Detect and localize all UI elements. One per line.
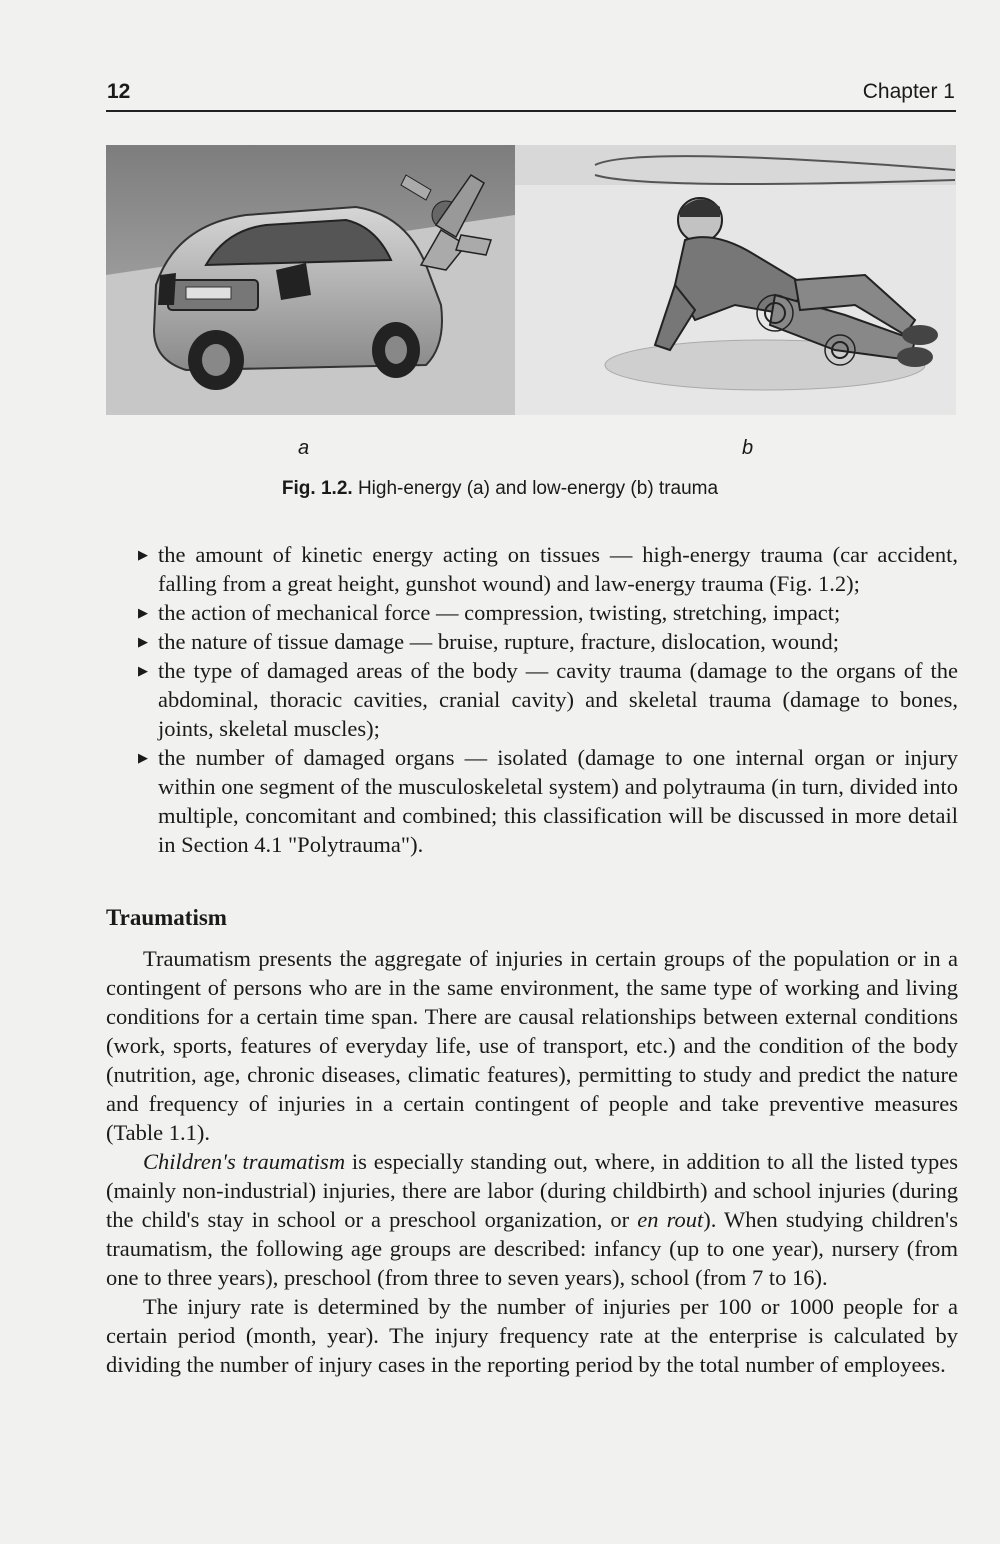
list-item <box>106 743 958 859</box>
figure-caption <box>0 478 1000 500</box>
figure-label-a: a <box>298 437 310 459</box>
page-number: 12 <box>107 80 131 103</box>
bullet-triangle-icon: ▶ <box>138 663 148 678</box>
list-item-text: the nature of tissue damage — bruise, rupture, fracture, dislocation, wound; <box>158 629 840 654</box>
list-item-text: the type of damaged areas of the body — cavity trauma (damage to the organs of the abdominal, thoracic cavities, cranial cavity) and skeletal trauma (damage to bones, joints, skeletal muscles); <box>158 658 958 741</box>
list-item <box>106 627 958 656</box>
list-item-text: the number of damaged organs — isolated (damage to one internal organ or injury within one segment of the musculoskeletal system) and polytrauma (in turn, divided into multiple, concomitant and combined; this classification will be discussed in more detail in Section 4.1 "Polytrauma"). <box>158 745 958 857</box>
list-item <box>106 598 958 627</box>
emphasis-text: Children's traumatism <box>143 1149 346 1174</box>
paragraph-text: ). When studying children's traumatism, the following age groups are described: infancy (up to one year), nursery (from one to three years), preschool (from three to seven years), school (from 7 to 16). <box>106 1207 958 1290</box>
figure-label-b: b <box>742 437 754 459</box>
figure-caption-label: Fig. 1.2. <box>281 478 353 499</box>
bullet-triangle-icon: ▶ <box>138 605 148 620</box>
header-rule <box>106 110 956 112</box>
paragraph: The injury rate is determined by the number of injuries per 100 or 1000 people for a certain period (month, year). The injury frequency rate at the enterprise is calculated by dividing the number of injury cases in the reporting period by the total number of employees. <box>106 1294 958 1377</box>
bullet-triangle-icon: ▶ <box>138 634 148 649</box>
figure-b-slip-fall-illustration <box>515 145 956 415</box>
figure-a-car-accident-illustration <box>106 145 515 415</box>
paragraph-text: is especially standing out, where, in addition to all the listed types (mainly non-industrial) injuries, there are labor (during childbirth) and school injuries (during the child's stay in school or a preschool organization, or <box>106 1149 959 1232</box>
list-item <box>106 540 958 598</box>
running-head: Chapter 1 <box>862 80 955 103</box>
bullet-triangle-icon: ▶ <box>138 750 148 765</box>
trauma-classification-list <box>106 540 958 859</box>
list-item <box>106 656 958 743</box>
paragraph: Traumatism presents the aggregate of injuries in certain groups of the population or in a contingent of persons who are in the same environment, the same type of working and living conditions for a certain time span. There are causal relationships between external conditions (work, sports, features of everyday life, use of transport, etc.) and the condition of the body (nutrition, age, chronic diseases, climatic features), permitting to study and predict the nature and frequency of injuries in a certain contingent of people and take preventive measures (Table 1.1). <box>106 946 958 1145</box>
list-item-text: the action of mechanical force — compression, twisting, stretching, impact; <box>158 600 841 625</box>
emphasis-text: en rout <box>637 1207 704 1232</box>
figure-caption-text: High-energy (a) and low-energy (b) trauma <box>357 478 719 499</box>
bullet-triangle-icon: ▶ <box>138 547 148 562</box>
section-body <box>106 944 958 1379</box>
paragraph <box>106 1147 958 1292</box>
list-item-text: the amount of kinetic energy acting on tissues — high-energy trauma (car accident, falling from a great height, gunshot wound) and law-energy trauma (Fig. 1.2); <box>158 542 958 596</box>
section-heading: Traumatism <box>106 905 227 930</box>
